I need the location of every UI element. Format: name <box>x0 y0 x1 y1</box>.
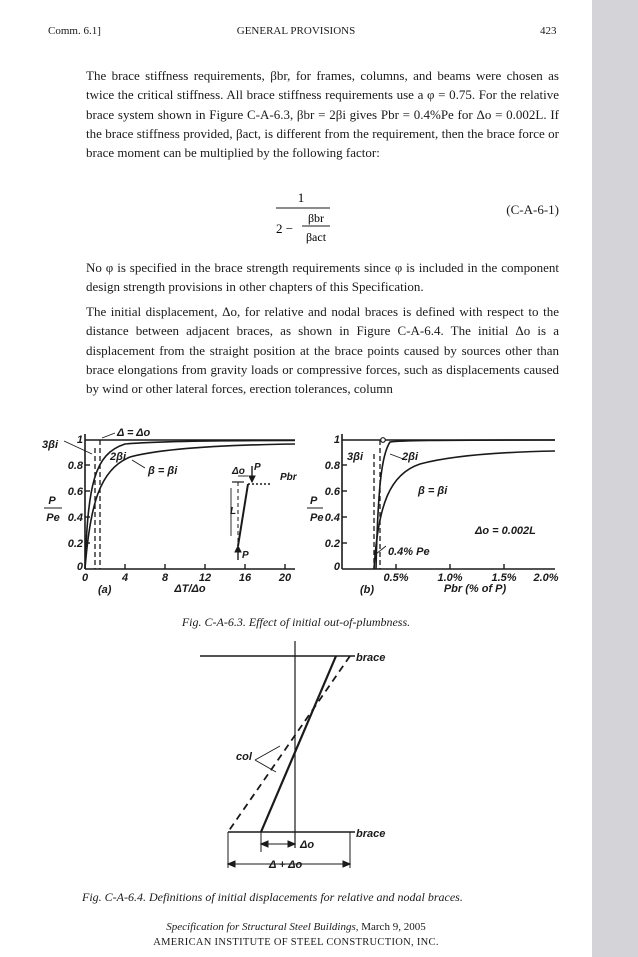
equation-number: (C-A-6-1) <box>506 202 559 217</box>
column-dashed <box>228 656 350 832</box>
eq-inner-denominator: βact <box>305 230 327 244</box>
b-ytick-0: 0 <box>333 561 340 573</box>
a-xtick-5: 20 <box>278 572 292 584</box>
b-xtick-0: 0.5% <box>383 572 409 584</box>
paragraph-initial-displacement: The initial displacement, Δo, for relative and nodal braces is defined with respect to the distance between adjacent braces, as shown in Figure C-A-6.4. The initial Δo is a displacement from the straight position at the brace points caused by sources other than brace elongations from gravity loads or compressive forces, such as displacements caused by wind or other lateral forces, erection tolerances, column <box>86 304 559 397</box>
a-label-beta: β = βi <box>148 465 178 477</box>
b-label-beta: β = βi <box>418 485 448 497</box>
inset-label-p-bottom: P <box>242 550 249 561</box>
a-ylabel-p: P <box>48 495 56 507</box>
b-ytick-2: 0.4 <box>324 512 340 524</box>
b-label-delta: Δo = 0.002L <box>475 525 536 537</box>
a-ytick-3: 0.6 <box>67 486 83 498</box>
inset-label-l: L <box>230 506 237 517</box>
a-ylabel-pe: Pe <box>46 512 60 524</box>
a-ytick-2: 0.4 <box>67 512 83 524</box>
label-brace-bottom: brace <box>356 828 386 840</box>
a-xlabel: ΔT/Δo <box>174 583 206 595</box>
leader-b-a <box>132 460 145 468</box>
b-ylabel-p: P <box>310 495 318 507</box>
page-number: 423 <box>540 25 557 37</box>
panel-b-labels <box>307 434 559 596</box>
a-ytick-0: 0 <box>76 561 83 573</box>
leader-04-b <box>376 546 386 554</box>
inset-label-p-top: P <box>254 462 261 473</box>
paragraph-brace-stiffness: The brace stiffness requirements, βbr, for frames, columns, and beams were chosen as twice the critical stiffness. All brace stiffness requirements use a φ = 0.75. For the relative brace system shown in Figure C-A-6.3, βbr = 2βi gives Pbr = 0.4%Pe for Δo = 0.002L. If the brace stiffness provided, βact, is different from the requirement, then the brace force or brace moment can be multiplied by the following factor: <box>86 68 559 161</box>
leader-col-1 <box>255 746 280 760</box>
footer-citation <box>0 921 592 933</box>
inset-label-pbr: Pbr <box>280 472 297 483</box>
b-xtick-3: 2.0% <box>533 572 559 584</box>
b-ylabel-pe: Pe <box>310 512 324 524</box>
inset-column-diagram <box>231 466 272 560</box>
panel-a-labels <box>42 427 292 596</box>
b-ytick-1: 0.2 <box>324 538 340 550</box>
a-xtick-3: 12 <box>198 572 212 584</box>
running-header-title: GENERAL PROVISIONS <box>236 25 356 37</box>
eq-numerator: 1 <box>297 190 305 205</box>
label-delta-sum: Δ + Δo <box>269 859 303 871</box>
b-ytick-4: 0.8 <box>324 460 340 472</box>
b-xtick-1: 1.0% <box>437 572 463 584</box>
leader-delta-eq <box>102 433 115 438</box>
b-xtick-2: 1.5% <box>491 572 517 584</box>
a-xtick-0: 0 <box>81 572 89 584</box>
viewer-side-panel <box>592 0 638 957</box>
footer-spec-title: Specification for Structural Steel Buildings, <box>166 921 359 933</box>
b-ytick-3: 0.6 <box>324 486 340 498</box>
label-brace-top: brace <box>356 652 386 664</box>
a-xtick-2: 8 <box>161 572 169 584</box>
panel-a <box>64 433 295 569</box>
brace-diagram <box>200 641 355 868</box>
a-ytick-5: 1 <box>76 434 83 446</box>
a-xtick-4: 16 <box>238 572 252 584</box>
b-xlabel: Pbr (% of P) <box>443 583 507 595</box>
running-header-left: Comm. 6.1] <box>48 25 101 37</box>
panel-a-label: (a) <box>98 584 112 596</box>
label-delta-o: Δo <box>300 839 315 851</box>
panel-b-label: (b) <box>360 584 375 596</box>
panel-a-ticks <box>85 465 285 569</box>
paragraph-no-phi: No φ is specified in the brace strength requirements since φ is included in the component design strength provisions in other chapters of this Specification. <box>86 260 559 295</box>
inset-label-delta: Δo <box>232 466 245 477</box>
figure-c-a-6-4 <box>150 636 470 876</box>
equation-c-a-6-1 <box>0 190 592 250</box>
figure-c-a-6-3 <box>40 424 565 596</box>
a-xtick-1: 4 <box>121 572 129 584</box>
footer-date: March 9, 2005 <box>358 921 426 933</box>
footer-publisher: AMERICAN INSTITUTE OF STEEL CONSTRUCTION, INC. <box>153 937 439 948</box>
inset-column <box>238 484 248 546</box>
figure-c-a-6-3-caption: Fig. C-A-6.3. Effect of initial out-of-plumbness. <box>181 615 411 629</box>
a-label-delta-eq: Δ = Δo <box>117 427 151 439</box>
a-label-3beta: 3βi <box>42 439 59 451</box>
inset-labels <box>230 462 298 561</box>
figure-c-a-6-4-caption: Fig. C-A-6.4. Definitions of initial displacements for relative and nodal braces. <box>82 890 463 904</box>
b-label-2beta: 2βi <box>402 451 419 463</box>
eq-denominator-prefix: 2 − <box>276 221 294 236</box>
b-marker-2beta <box>381 438 386 443</box>
b-label-04pe: 0.4% Pe <box>388 546 430 558</box>
column-deflected <box>261 656 336 832</box>
b-label-3beta: 3βi <box>347 451 364 463</box>
a-label-2beta: 2βi <box>110 451 127 463</box>
panel-b <box>342 434 555 569</box>
a-ytick-1: 0.2 <box>67 538 83 550</box>
a-ytick-4: 0.8 <box>67 460 83 472</box>
b-ytick-5: 1 <box>333 434 340 446</box>
eq-inner-numerator: βbr <box>307 211 325 225</box>
label-col: col <box>236 751 252 763</box>
equation-graphic <box>0 190 592 250</box>
